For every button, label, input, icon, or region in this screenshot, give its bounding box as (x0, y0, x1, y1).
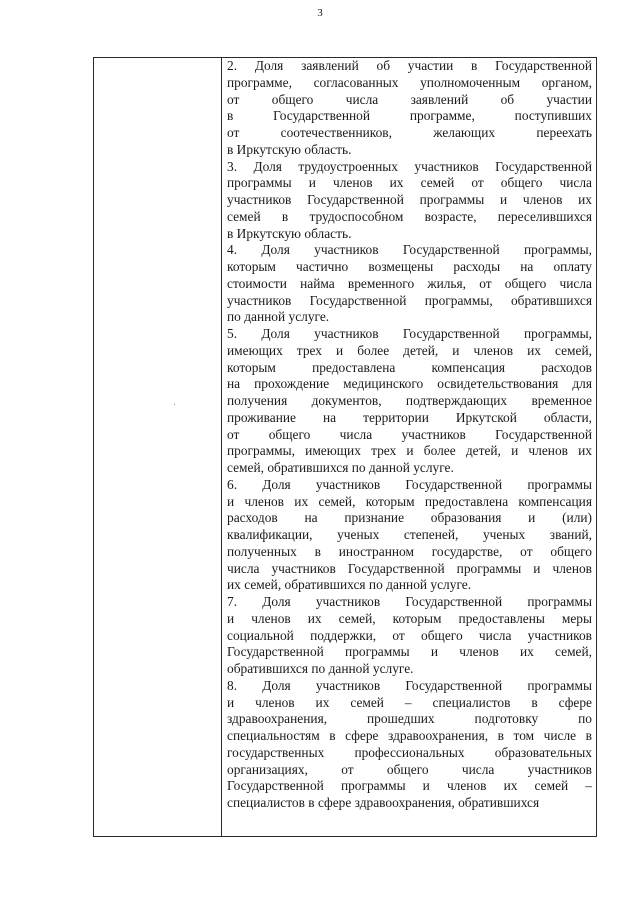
indicator-text-line: от общего числа заявлений об участии (227, 91, 592, 107)
indicator-item (227, 58, 592, 159)
indicator-text-line: Государственной программы и членов их семей, (227, 644, 592, 660)
indicator-text-line: государственных профессиональных образовательных (227, 744, 592, 760)
indicator-text-line: получения документов, подтверждающих временное (227, 393, 592, 408)
indicator-text-line: расходов на признание образования и (или) (227, 510, 592, 526)
indicator-item (227, 326, 592, 477)
indicator-text-line: и членов их семей, которым предоставлена компенсация (227, 493, 592, 509)
table-right-column (223, 58, 596, 812)
page-number: 3 (317, 7, 323, 19)
indicator-text-line: обратившихся по данной услуге. (227, 661, 414, 676)
indicator-text-line: от общего числа участников Государственной (227, 426, 592, 442)
indicator-text-line: участников Государственной программы и членов их (227, 192, 592, 207)
indicator-text-line: в Государственной программе, поступивших (227, 108, 592, 124)
indicator-text-line: на прохождение медицинского освидетельствования для (227, 376, 592, 392)
indicator-text-line: и членов их семей, которым предоставлены меры (227, 610, 592, 626)
indicator-text-line: которым частично возмещены расходы на оплату (227, 259, 592, 274)
indicator-text-line: в Иркутскую область. (227, 141, 352, 157)
indicator-text-line: числа участников Государственной программы и членов (227, 560, 592, 576)
indicator-text-line: организациях, от общего числа участников (227, 761, 592, 777)
indicator-text-line: полученных в иностранном государстве, от общего (227, 543, 592, 559)
indicator-text-line: 7. Доля участников Государственной программы (227, 594, 592, 609)
indicator-text-line: проживание на территории Иркутской области, (227, 409, 592, 425)
indicator-text-line: специалистов в сфере здравоохранения, обратившихся (227, 795, 540, 810)
indicator-text-line: 4. Доля участников Государственной программы, (227, 242, 592, 258)
indicator-text-line: Государственной программы и членов их семей – (227, 778, 592, 794)
indicator-text-line: в Иркутскую область. (227, 225, 352, 241)
indicator-text-line: программы, имеющих трех и более детей, и членов их (227, 443, 592, 459)
indicator-text-line: участников Государственной программы, обратившихся (227, 292, 592, 308)
indicator-text-line: семей, обратившихся по данной услуге. (227, 460, 454, 475)
indicator-text-line: которым предоставлена компенсация расходов (227, 359, 592, 375)
scan-dot (174, 404, 175, 405)
indicator-text-line: программе, согласованных уполномоченным органом, (227, 74, 592, 90)
indicator-text-line: от соотечественников, желающих переехать (227, 125, 592, 140)
indicator-text-line: программы и членов их семей от общего числа (227, 175, 592, 191)
indicator-item (227, 159, 592, 243)
indicator-text-line: их семей, обратившихся по данной услуге. (227, 577, 472, 593)
indicator-item (227, 477, 592, 594)
indicator-text-line: специальностям в сфере здравоохранения, в том числе в (227, 728, 592, 743)
indicator-text-line: 3. Доля трудоустроенных участников Государственной (227, 158, 592, 174)
indicator-text-line: стоимости найма временного жилья, от общего числа (227, 275, 592, 291)
indicator-text-line: и членов их семей – специалистов в сфере (227, 694, 592, 710)
indicator-table (93, 57, 597, 837)
indicator-text-line: квалификации, ученых степеней, ученых званий, (227, 527, 592, 542)
indicator-item (227, 242, 592, 326)
indicator-text-line: 5. Доля участников Государственной программы, (227, 326, 592, 341)
indicator-text-line: социальной поддержки, от общего числа участников (227, 627, 592, 643)
indicator-text-line: по данной услуге. (227, 309, 330, 325)
indicator-text-line: 6. Доля участников Государственной программы (227, 476, 592, 492)
table-left-column (94, 58, 222, 836)
indicator-text-line: здравоохранения, прошедших подготовку по (227, 711, 592, 727)
indicator-text-line: семей в трудоспособном возрасте, переселившихся (227, 208, 592, 224)
indicator-text-line: имеющих трех и более детей, и членов их семей, (227, 342, 592, 358)
indicator-item (227, 594, 592, 678)
indicator-item (227, 678, 592, 812)
indicator-text-line: 8. Доля участников Государственной программы (227, 677, 592, 693)
indicator-text-line: 2. Доля заявлений об участии в Государственной (227, 58, 592, 73)
